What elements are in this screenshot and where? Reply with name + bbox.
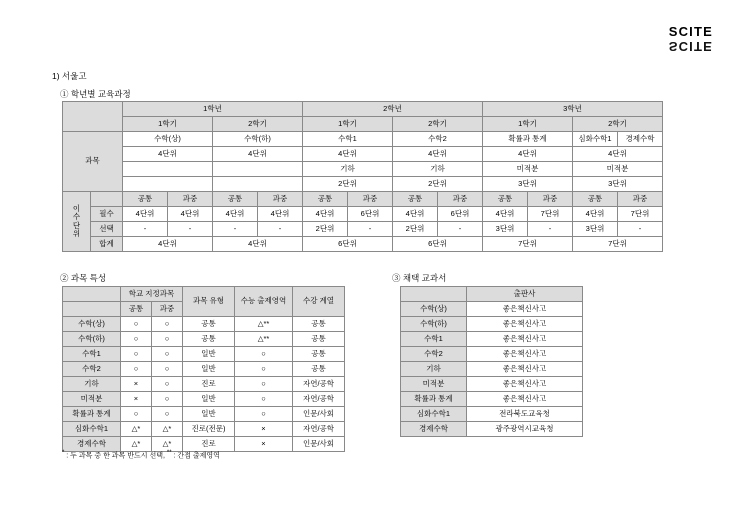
table-row bbox=[401, 392, 583, 407]
table-row bbox=[63, 362, 345, 377]
table-row bbox=[63, 222, 663, 237]
category-header: 과중 bbox=[258, 192, 303, 207]
table-row bbox=[63, 287, 345, 302]
term-header: 1학기 bbox=[483, 117, 573, 132]
units-label-char: 단 bbox=[72, 220, 81, 230]
elective-cell: - bbox=[528, 222, 573, 237]
category-header: 공통 bbox=[213, 192, 258, 207]
unit-cell: 2단위 bbox=[303, 177, 393, 192]
category-header: 과중 bbox=[528, 192, 573, 207]
term-header: 2학기 bbox=[393, 117, 483, 132]
table-row bbox=[401, 287, 583, 302]
textbook-subject: 수학1 bbox=[401, 332, 467, 347]
feature-common: ○ bbox=[121, 407, 152, 422]
corner-cell bbox=[63, 287, 121, 302]
category-header: 공통 bbox=[303, 192, 348, 207]
feature-overweight: △* bbox=[152, 422, 183, 437]
feature-csat: ○ bbox=[235, 392, 293, 407]
feature-type: 일반 bbox=[183, 347, 235, 362]
feature-subject: 경제수학 bbox=[63, 437, 121, 452]
feature-overweight: ○ bbox=[152, 377, 183, 392]
table-row bbox=[401, 422, 583, 437]
unit-cell: 3단위 bbox=[483, 177, 573, 192]
table-row bbox=[63, 377, 345, 392]
table-row bbox=[63, 177, 663, 192]
feature-overweight: ○ bbox=[152, 392, 183, 407]
total-cell: 4단위 bbox=[123, 237, 213, 252]
subject-cell: 수학2 bbox=[393, 132, 483, 147]
textbook-subject: 경제수학 bbox=[401, 422, 467, 437]
table-row bbox=[63, 422, 345, 437]
feature-track: 인문/사회 bbox=[293, 437, 345, 452]
textbook-publisher: 좋은책신사고 bbox=[467, 392, 583, 407]
required-cell: 7단위 bbox=[528, 207, 573, 222]
feature-type: 진로 bbox=[183, 377, 235, 392]
feature-overweight: △* bbox=[152, 437, 183, 452]
table-row bbox=[63, 347, 345, 362]
feature-overweight: ○ bbox=[152, 332, 183, 347]
elective-cell: - bbox=[438, 222, 483, 237]
row-label-required: 필수 bbox=[91, 207, 123, 222]
required-cell: 6단위 bbox=[348, 207, 393, 222]
subject-cell: 기하 bbox=[393, 162, 483, 177]
feature-track: 인문/사회 bbox=[293, 407, 345, 422]
corner-cell bbox=[63, 302, 121, 317]
units-label-char: 수 bbox=[72, 212, 81, 222]
units-label-char: 위 bbox=[72, 228, 81, 238]
feature-subject: 수학1 bbox=[63, 347, 121, 362]
grade-header: 2학년 bbox=[303, 102, 483, 117]
feature-track: 공통 bbox=[293, 332, 345, 347]
unit-cell: 3단위 bbox=[573, 177, 663, 192]
table-row bbox=[63, 192, 663, 207]
footnote-text-2: : 간접 출제영역 bbox=[173, 452, 220, 460]
feature-overweight: ○ bbox=[152, 407, 183, 422]
total-cell: 6단위 bbox=[393, 237, 483, 252]
feature-overweight: ○ bbox=[152, 362, 183, 377]
total-cell: 6단위 bbox=[303, 237, 393, 252]
subsection-title-curriculum: ① 학년별 교육과정 bbox=[60, 89, 131, 99]
feature-track: 공통 bbox=[293, 317, 345, 332]
table-row bbox=[401, 332, 583, 347]
elective-cell: - bbox=[213, 222, 258, 237]
brand-logo bbox=[669, 24, 713, 53]
unit-cell: 4단위 bbox=[123, 147, 213, 162]
feature-subject: 미적분 bbox=[63, 392, 121, 407]
textbook-subject: 수학(하) bbox=[401, 317, 467, 332]
header-common: 공통 bbox=[121, 302, 152, 317]
table-row bbox=[401, 362, 583, 377]
feature-track: 자연/공학 bbox=[293, 392, 345, 407]
header-publisher: 출판사 bbox=[467, 287, 583, 302]
footnote-mark-2: ** bbox=[166, 450, 172, 456]
textbook-publisher: 좋은책신사고 bbox=[467, 332, 583, 347]
textbook-subject: 미적분 bbox=[401, 377, 467, 392]
feature-csat: ○ bbox=[235, 347, 293, 362]
footnote bbox=[62, 450, 220, 460]
header-designated: 학교 지정과목 bbox=[121, 287, 183, 302]
feature-csat: ○ bbox=[235, 407, 293, 422]
feature-common: △* bbox=[121, 437, 152, 452]
table-row bbox=[401, 317, 583, 332]
logo-text-mirrored: SCITE bbox=[668, 39, 713, 54]
logo-text-top: SCITE bbox=[668, 24, 713, 39]
textbook-publisher: 전라북도교육청 bbox=[467, 407, 583, 422]
feature-common: △* bbox=[121, 422, 152, 437]
textbook-subject: 기하 bbox=[401, 362, 467, 377]
footnote-text-1: : 두 과목 중 한 과목 반드시 선택, bbox=[66, 452, 165, 460]
feature-track: 자연/공학 bbox=[293, 377, 345, 392]
table-row bbox=[63, 162, 663, 177]
elective-cell: - bbox=[168, 222, 213, 237]
feature-type: 공통 bbox=[183, 332, 235, 347]
subsection-title-features: ② 과목 특성 bbox=[60, 273, 107, 283]
category-header: 공통 bbox=[123, 192, 168, 207]
feature-type: 일반 bbox=[183, 362, 235, 377]
units-label-char: 이 bbox=[72, 204, 81, 213]
unit-cell: 2단위 bbox=[393, 177, 483, 192]
elective-cell: 2단위 bbox=[393, 222, 438, 237]
subject-cell: 수학(상) bbox=[123, 132, 213, 147]
category-header: 공통 bbox=[393, 192, 438, 207]
features-table bbox=[62, 286, 345, 452]
curriculum-table bbox=[62, 101, 663, 252]
textbook-publisher: 좋은책신사고 bbox=[467, 377, 583, 392]
header-csat: 수능 출제영역 bbox=[235, 287, 293, 317]
subject-cell: 확률과 통계 bbox=[483, 132, 573, 147]
row-label-units bbox=[63, 192, 91, 252]
total-cell: 7단위 bbox=[483, 237, 573, 252]
category-header: 과중 bbox=[348, 192, 393, 207]
textbook-subject: 심화수학1 bbox=[401, 407, 467, 422]
required-cell: 4단위 bbox=[303, 207, 348, 222]
feature-common: × bbox=[121, 377, 152, 392]
elective-cell: - bbox=[123, 222, 168, 237]
term-header: 1학기 bbox=[123, 117, 213, 132]
feature-track: 공통 bbox=[293, 347, 345, 362]
subsection-title-textbooks: ③ 채택 교과서 bbox=[392, 273, 447, 283]
feature-csat: △** bbox=[235, 332, 293, 347]
table-row bbox=[63, 102, 663, 117]
feature-overweight: ○ bbox=[152, 317, 183, 332]
required-cell: 4단위 bbox=[393, 207, 438, 222]
subject-cell: 기하 bbox=[303, 162, 393, 177]
section-title: 1) 서울고 bbox=[52, 71, 87, 81]
category-header: 과중 bbox=[168, 192, 213, 207]
table-row bbox=[401, 302, 583, 317]
table-row bbox=[401, 407, 583, 422]
feature-subject: 수학(상) bbox=[63, 317, 121, 332]
subject-cell: 미적분 bbox=[573, 162, 663, 177]
required-cell: 4단위 bbox=[213, 207, 258, 222]
feature-type: 공통 bbox=[183, 317, 235, 332]
corner-cell bbox=[91, 192, 123, 207]
footnote-mark-1: * bbox=[62, 450, 65, 456]
table-row bbox=[401, 347, 583, 362]
feature-subject: 기하 bbox=[63, 377, 121, 392]
required-cell: 7단위 bbox=[618, 207, 663, 222]
elective-cell: 3단위 bbox=[483, 222, 528, 237]
subject-cell: 수학(하) bbox=[213, 132, 303, 147]
feature-csat: ○ bbox=[235, 377, 293, 392]
subject-cell bbox=[213, 162, 303, 177]
feature-common: × bbox=[121, 392, 152, 407]
table-row bbox=[63, 117, 663, 132]
unit-cell: 4단위 bbox=[213, 147, 303, 162]
feature-common: ○ bbox=[121, 347, 152, 362]
unit-cell: 4단위 bbox=[303, 147, 393, 162]
required-cell: 4단위 bbox=[168, 207, 213, 222]
textbook-subject: 수학(상) bbox=[401, 302, 467, 317]
table-row bbox=[63, 407, 345, 422]
required-cell: 4단위 bbox=[258, 207, 303, 222]
required-cell: 4단위 bbox=[123, 207, 168, 222]
textbook-subject: 수학2 bbox=[401, 347, 467, 362]
unit-cell: 4단위 bbox=[483, 147, 573, 162]
feature-subject: 수학2 bbox=[63, 362, 121, 377]
feature-type: 진로 bbox=[183, 437, 235, 452]
elective-cell: 2단위 bbox=[303, 222, 348, 237]
feature-common: ○ bbox=[121, 317, 152, 332]
feature-type: 일반 bbox=[183, 407, 235, 422]
feature-type: 일반 bbox=[183, 392, 235, 407]
table-row bbox=[63, 317, 345, 332]
elective-cell: - bbox=[618, 222, 663, 237]
table-row bbox=[63, 207, 663, 222]
table-row bbox=[63, 332, 345, 347]
textbook-publisher: 좋은책신사고 bbox=[467, 347, 583, 362]
required-cell: 4단위 bbox=[573, 207, 618, 222]
row-label-total: 합계 bbox=[91, 237, 123, 252]
feature-common: ○ bbox=[121, 362, 152, 377]
category-header: 과중 bbox=[438, 192, 483, 207]
unit-cell: 4단위 bbox=[393, 147, 483, 162]
subject-cell: 수학1 bbox=[303, 132, 393, 147]
row-label-elective: 선택 bbox=[91, 222, 123, 237]
feature-csat: ○ bbox=[235, 362, 293, 377]
term-header: 2학기 bbox=[213, 117, 303, 132]
feature-track: 자연/공학 bbox=[293, 422, 345, 437]
table-row bbox=[63, 392, 345, 407]
textbook-publisher: 광주광역시교육청 bbox=[467, 422, 583, 437]
header-track: 수강 계열 bbox=[293, 287, 345, 317]
feature-csat: × bbox=[235, 437, 293, 452]
table-row bbox=[63, 237, 663, 252]
textbooks-table bbox=[400, 286, 583, 437]
required-cell: 6단위 bbox=[438, 207, 483, 222]
feature-csat: △** bbox=[235, 317, 293, 332]
grade-header: 3학년 bbox=[483, 102, 663, 117]
elective-cell: - bbox=[348, 222, 393, 237]
total-cell: 4단위 bbox=[213, 237, 303, 252]
feature-subject: 확률과 통계 bbox=[63, 407, 121, 422]
corner-cell bbox=[401, 287, 467, 302]
feature-overweight: ○ bbox=[152, 347, 183, 362]
feature-common: ○ bbox=[121, 332, 152, 347]
term-header: 1학기 bbox=[303, 117, 393, 132]
textbook-publisher: 좋은책신사고 bbox=[467, 317, 583, 332]
category-header: 공통 bbox=[483, 192, 528, 207]
subject-cell: 심화수학1 bbox=[573, 132, 618, 147]
feature-type: 진로(전문) bbox=[183, 422, 235, 437]
category-header: 과중 bbox=[618, 192, 663, 207]
category-header: 공통 bbox=[573, 192, 618, 207]
subject-cell bbox=[123, 162, 213, 177]
table-row bbox=[63, 147, 663, 162]
textbook-publisher: 좋은책신사고 bbox=[467, 362, 583, 377]
elective-cell: - bbox=[258, 222, 303, 237]
textbook-publisher: 좋은책신사고 bbox=[467, 302, 583, 317]
unit-cell: 4단위 bbox=[573, 147, 663, 162]
total-cell: 7단위 bbox=[573, 237, 663, 252]
term-header: 2학기 bbox=[573, 117, 663, 132]
subject-cell: 경제수학 bbox=[618, 132, 663, 147]
feature-track: 공통 bbox=[293, 362, 345, 377]
unit-cell bbox=[213, 177, 303, 192]
feature-subject: 수학(하) bbox=[63, 332, 121, 347]
subject-cell: 미적분 bbox=[483, 162, 573, 177]
header-type: 과목 유형 bbox=[183, 287, 235, 317]
table-row bbox=[401, 377, 583, 392]
feature-subject: 심화수학1 bbox=[63, 422, 121, 437]
corner-cell bbox=[63, 102, 123, 132]
unit-cell bbox=[123, 177, 213, 192]
required-cell: 4단위 bbox=[483, 207, 528, 222]
header-overweight: 과중 bbox=[152, 302, 183, 317]
grade-header: 1학년 bbox=[123, 102, 303, 117]
row-label-subject: 과목 bbox=[63, 132, 123, 192]
elective-cell: 3단위 bbox=[573, 222, 618, 237]
feature-csat: × bbox=[235, 422, 293, 437]
table-row bbox=[63, 132, 663, 147]
textbook-subject: 확률과 통계 bbox=[401, 392, 467, 407]
